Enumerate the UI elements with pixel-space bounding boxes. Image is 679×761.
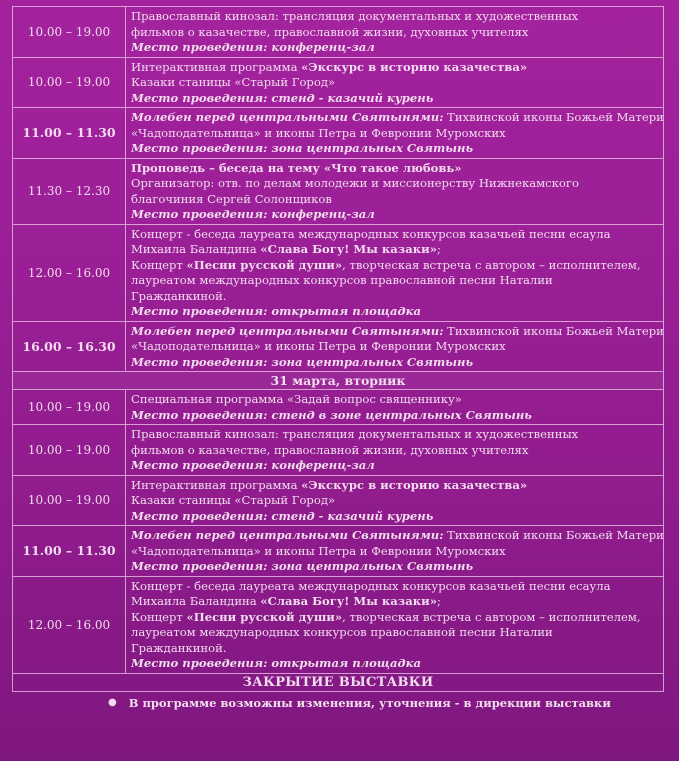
text-segment: «Экскурс в историю казачества» <box>301 59 528 74</box>
description-line <box>131 227 659 243</box>
text-segment: фильмов о казачестве, православной жизни, духовных учителях <box>131 24 529 39</box>
description-cell <box>126 390 663 424</box>
schedule-row <box>12 108 664 159</box>
text-segment: Тихвинской иконы Божьей Матери <box>443 323 664 338</box>
time-cell: 12.00 – 16.00 <box>13 225 126 321</box>
venue-text: Место проведения: конференц-зал <box>131 458 375 472</box>
schedule-row <box>12 476 664 527</box>
time-cell: 10.00 – 19.00 <box>13 7 126 57</box>
text-segment: Концерт - беседа лауреата международных конкурсов казачьей песни есаула <box>131 578 611 593</box>
text-segment: Молебен перед центральными Святынями: <box>131 528 444 542</box>
description-line <box>131 258 659 274</box>
text-segment: «Слава Богу! Мы казаки» <box>260 242 437 256</box>
description-line <box>131 610 659 626</box>
text-segment: Казаки станицы «Старый Город» <box>131 493 336 507</box>
description-cell <box>126 58 663 108</box>
venue-text: Место проведения: открытая площадка <box>131 656 421 670</box>
schedule-row <box>12 425 664 476</box>
text-segment: Концерт <box>131 609 187 624</box>
description-line <box>131 40 659 56</box>
description-line <box>131 493 659 509</box>
description-line <box>131 9 659 25</box>
description-cell <box>126 108 668 158</box>
description-cell <box>126 322 668 372</box>
day-header: 31 марта, вторник <box>12 372 664 390</box>
schedule-row <box>12 225 664 322</box>
description-line <box>131 126 664 142</box>
text-segment: Интерактивная программа <box>131 59 302 74</box>
text-segment: «Чадоподательница» и иконы Петра и Февронии Муромских <box>131 543 506 558</box>
venue-text: Место проведения: стенд - казачий курень <box>131 90 434 105</box>
text-segment: Михаила Баландина <box>131 242 261 256</box>
text-segment: благочиния Сергей Солонщиков <box>131 191 332 206</box>
text-segment: Православный кинозал: трансляция документальных и художественных <box>131 9 579 23</box>
time-cell: 11.30 – 12.30 <box>13 159 126 224</box>
description-line <box>131 427 659 443</box>
description-line <box>131 544 664 560</box>
text-segment: «Чадоподательница» и иконы Петра и Февронии Муромских <box>131 339 506 353</box>
text-segment: Проповедь – беседа на тему «Что такое любовь» <box>131 160 462 175</box>
text-segment: Православный кинозал: трансляция документальных и художественных <box>131 427 579 441</box>
description-cell <box>126 476 663 526</box>
note-text: В программе возможны изменения, уточнения - в дирекции выставки <box>128 695 611 710</box>
text-segment: Молебен перед центральными Святынями: <box>131 323 444 338</box>
venue-text: Место проведения: зона центральных Святынь <box>131 559 474 573</box>
text-segment: «Песни русской души» <box>186 257 343 272</box>
time-cell: 11.00 – 11.30 <box>13 108 126 158</box>
venue-text: Место проведения: зона центральных Святынь <box>131 141 474 155</box>
text-segment: Организатор: отв. по делам молодежи и миссионерству Нижнекамского <box>131 176 579 190</box>
schedule-row <box>12 526 664 577</box>
schedule-row <box>12 577 664 674</box>
text-segment: Специальная программа «Задай вопрос священнику» <box>131 392 462 406</box>
venue-text: Место проведения: стенд в зоне центральных Святынь <box>131 407 532 422</box>
description-line <box>131 339 664 355</box>
venue-text: Место проведения: конференц-зал <box>131 207 375 221</box>
text-segment: Казаки станицы «Старый Город» <box>131 75 336 89</box>
text-segment: лауреатом международных конкурсов православной песни Наталии <box>131 273 553 287</box>
description-line <box>131 579 659 595</box>
time-cell: 16.00 – 16.30 <box>13 322 126 372</box>
text-segment: Тихвинской иконы Божьей Матери <box>443 110 664 124</box>
description-cell <box>126 159 663 224</box>
text-segment: Михаила Баландина <box>131 594 261 608</box>
description-cell <box>126 425 663 475</box>
description-line <box>131 242 659 258</box>
venue-text: Место проведения: зона центральных Святынь <box>131 354 474 369</box>
time-cell: 10.00 – 19.00 <box>13 58 126 108</box>
schedule-row <box>12 390 664 425</box>
text-segment: фильмов о казачестве, православной жизни, духовных учителях <box>131 442 529 457</box>
text-segment: Концерт <box>131 257 187 272</box>
venue-text: Место проведения: открытая площадка <box>131 304 421 318</box>
description-line <box>131 192 659 208</box>
description-line <box>131 509 659 525</box>
description-line <box>131 392 659 408</box>
text-segment: ; <box>436 242 441 256</box>
description-line <box>131 304 659 320</box>
description-line <box>131 656 659 672</box>
description-cell <box>126 526 668 576</box>
description-cell <box>126 225 663 321</box>
venue-text: Место проведения: конференц-зал <box>131 40 375 54</box>
bullet-icon: ● <box>108 697 117 708</box>
text-segment: ; <box>436 594 441 608</box>
description-line <box>131 110 664 126</box>
description-line <box>131 273 659 289</box>
description-line <box>131 528 664 544</box>
time-cell: 10.00 – 19.00 <box>13 425 126 475</box>
description-line <box>131 355 664 371</box>
venue-text: Место проведения: стенд - казачий курень <box>131 508 434 523</box>
text-segment: , творческая встреча с автором – исполнителем, <box>342 257 641 272</box>
description-line <box>131 625 659 641</box>
time-cell: 10.00 – 19.00 <box>13 390 126 424</box>
description-line <box>131 289 659 305</box>
note <box>108 696 664 710</box>
text-segment: , творческая встреча с автором – исполнителем, <box>342 609 641 624</box>
schedule-row <box>12 159 664 225</box>
time-cell: 12.00 – 16.00 <box>13 577 126 673</box>
closing-title: ЗАКРЫТИЕ ВЫСТАВКИ <box>12 674 664 692</box>
description-line <box>131 594 659 610</box>
time-cell: 10.00 – 19.00 <box>13 476 126 526</box>
description-line <box>131 324 664 340</box>
description-line <box>131 141 664 157</box>
schedule-row <box>12 7 664 58</box>
text-segment: «Экскурс в историю казачества» <box>301 477 528 492</box>
description-line <box>131 408 659 424</box>
description-line <box>131 75 659 91</box>
schedule-row <box>12 322 664 373</box>
description-cell <box>126 577 663 673</box>
description-line <box>131 207 659 223</box>
description-line <box>131 25 659 41</box>
description-line <box>131 60 659 76</box>
text-segment: «Слава Богу! Мы казаки» <box>260 594 437 608</box>
text-segment: Интерактивная программа <box>131 477 302 492</box>
schedule-table <box>12 6 664 710</box>
description-line <box>131 443 659 459</box>
text-segment: Концерт - беседа лауреата международных конкурсов казачьей песни есаула <box>131 226 611 241</box>
time-cell: 11.00 – 11.30 <box>13 526 126 576</box>
text-segment: «Песни русской души» <box>186 609 343 624</box>
description-line <box>131 91 659 107</box>
text-segment: «Чадоподательница» и иконы Петра и Февронии Муромских <box>131 125 506 140</box>
text-segment: Гражданкиной. <box>131 640 227 655</box>
description-line <box>131 161 659 177</box>
description-line <box>131 559 664 575</box>
day2-block <box>12 390 664 674</box>
description-cell <box>126 7 663 57</box>
text-segment: Гражданкиной. <box>131 288 227 303</box>
description-line <box>131 478 659 494</box>
day1-block <box>12 7 664 372</box>
description-line <box>131 458 659 474</box>
text-segment: Молебен перед центральными Святынями: <box>131 110 444 124</box>
text-segment: Тихвинской иконы Божьей Матери <box>443 528 664 542</box>
text-segment: лауреатом международных конкурсов православной песни Наталии <box>131 625 553 639</box>
description-line <box>131 641 659 657</box>
description-line <box>131 176 659 192</box>
schedule-row <box>12 58 664 109</box>
